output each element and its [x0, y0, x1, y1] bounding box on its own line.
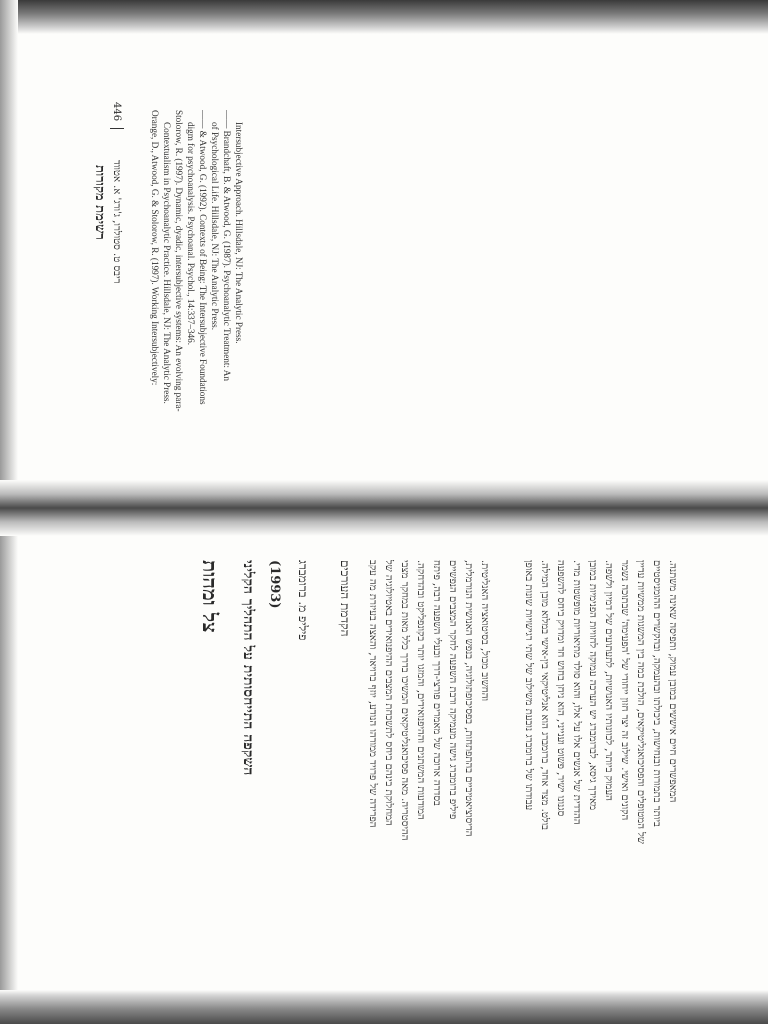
paragraph-line: המאפשרים חיים איששים במובן עמוק, ותפיסה שאינה משתנה.: [667, 560, 678, 803]
chapter-title: צל ומהות: [198, 560, 222, 633]
reference-line: of Psychological Life. Hillsdale, NJ: The Analytic Press.: [210, 122, 220, 331]
paragraph-line: של המטופלים והפסיכואנליטיקאים, הולכת כמה בין המשגות ממשיות עדיין: [635, 560, 646, 844]
references-heading: רשימת מקורות: [92, 165, 107, 240]
reference-line: Intersubjective Approach. Hillsdale, NJ: The Analytic Press.: [234, 122, 244, 344]
paragraph-line: ההדדית של אנשים אלו על אלו, והוא סולד מתיאוריות מופשטות מדי.: [571, 560, 582, 825]
paragraph-line: סגנונו ישיר, פשוט וענייני, הוא ניחן בחוש חד ומדויק ביחס להשפעה: [555, 560, 566, 817]
section-heading: הקדמת העורכים: [338, 560, 352, 637]
reference-line: —— Brandchaft, B. & Atwood, G. (1987). Psychoanalytic Treatment: An: [222, 110, 232, 382]
reference-line: Contextualism in Psychoanalytic Practice. Hillsdale, NJ: The Analytic Press.: [162, 122, 172, 404]
header-divider: [110, 128, 124, 129]
reference-line: —— & Atwood, G. (1992). Contexts of Being: The Intersubjective Foundations: [198, 110, 208, 405]
chapter-year: (1993): [267, 560, 282, 609]
page-number: 446: [111, 102, 122, 122]
paragraph-line: ההיסטריה. מאה פסיכואנליטיקאים המשיכו בדרך כלל מאות במחקר מצבי: [399, 560, 410, 841]
scan-bottom-shadow: [0, 990, 768, 1024]
reference-line: Stolorow, R. (1997). Dynamic, dyadic, intersubjective systems: An evolving para-: [174, 110, 184, 412]
chapter-author: פיליפ מ. ברומברג: [296, 560, 310, 641]
paragraph-line: הפרידה של פרויד ממורהו הנודע, יוזף ברויאר, והאצה בעיזרת מה עקב: [367, 560, 378, 828]
paragraph-line: בולט. מצד אחד, ברומברג הוא אנליטיקאי בין-אישי במלוא מובן המילה.: [539, 560, 550, 830]
paragraph-line: העמוק ביותר, לכוונותיו האנושיות, לתעתועים של דמיון ולשפה.: [603, 560, 614, 801]
paragraph-line: בסדרה ארוכה של מאמרים פורצי-דרך ובעלי השפעה רבה, פיתח: [431, 560, 442, 806]
paragraph-line: פיליפ ברומברג גישה מעמיקה ורבת השפעה לחקר המצבים הנפשיים: [447, 560, 458, 820]
paragraph-line: מאידך גיסא, לברומברג יש הערכה עמוקה לחוויות הפנימיות במובן: [587, 560, 598, 811]
chapter-subtitle: השקפה התייחסותית על התהליך הקליני: [240, 560, 256, 776]
paragraph-line: המודעות המשתנים וההיפנואידים, והמזגו יותר בקונפליקט ובהדחקה.: [415, 560, 426, 820]
running-head: ריבס ט. סטולרו, ג'ורג' א. אטווד: [111, 160, 122, 284]
paragraph-line: והחשוב מכול, בסיטואציה האנליטית.: [479, 560, 490, 702]
paragraph-line: הקונים ואישי. שילוב זה יצר חזון ייחודי של 'הפעימה' שבתוכה נשמר: [619, 560, 630, 821]
paragraph-line: הדיסוציאטיביים בהתפתחות, בפסיכופתולוגיה, בנפש האנושית הנורמלית,: [463, 560, 474, 837]
reference-line: digm for psychoanalysis. Psychoanal. Psychol., 14:337–346.: [186, 122, 196, 346]
reference-line: Orange, D., Atwood, G. & Stolorow, R. (1997). Working Intersubjectively:: [150, 110, 160, 386]
paragraph-line: המחלוקת בינהם ביחס לתשכחת המצבים ההיפנואידים באטיולוגיה של: [383, 560, 394, 826]
paragraph-line: ביותר בתמורות ובנחישות, ביכולתו ובהעמקה, ובהקשרים ההומניסטיים: [651, 560, 662, 827]
book-gutter: [0, 480, 768, 536]
paragraph-line: עבודתו של ברומברג נובעת משילוב של שתי רגישויות שונות באופן: [523, 560, 534, 811]
scan-top-shadow: [0, 0, 768, 34]
